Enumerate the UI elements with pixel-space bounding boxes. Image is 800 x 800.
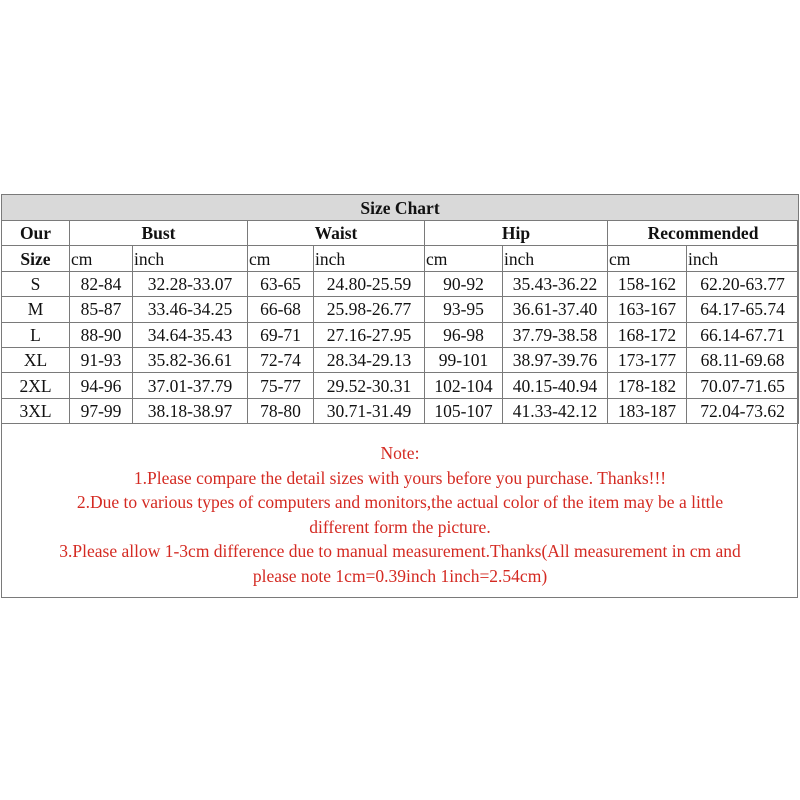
- table-cell: 99-101: [425, 347, 503, 372]
- table-cell: 102-104: [425, 373, 503, 398]
- table-row: [2, 322, 799, 347]
- notes-section: [0, 441, 800, 589]
- note-line: different form the picture.: [309, 516, 491, 537]
- table-cell: 28.34-29.13: [314, 347, 425, 372]
- size-header-bottom: Size: [2, 246, 70, 271]
- table-cell: 27.16-27.95: [314, 322, 425, 347]
- table-row: [2, 373, 799, 398]
- table-unit-header-row: [2, 246, 799, 271]
- table-title-row: [2, 195, 799, 221]
- table-row: [2, 271, 799, 296]
- table-cell: 91-93: [70, 347, 133, 372]
- table-cell: 88-90: [70, 322, 133, 347]
- table-row: [2, 297, 799, 322]
- table-cell: 85-87: [70, 297, 133, 322]
- table-cell: 183-187: [608, 398, 687, 423]
- size-label: L: [2, 322, 70, 347]
- table-cell: 70.07-71.65: [687, 373, 799, 398]
- unit-header: inch: [133, 246, 248, 271]
- table-cell: 72.04-73.62: [687, 398, 799, 423]
- table-title: Size Chart: [2, 195, 799, 221]
- note-line: please note 1cm=0.39inch 1inch=2.54cm): [252, 565, 548, 586]
- table-cell: 37.01-37.79: [133, 373, 248, 398]
- table-cell: 63-65: [248, 271, 314, 296]
- note-line: 1.Please compare the detail sizes with yours before you purchase. Thanks!!!: [133, 467, 667, 488]
- table-cell: 78-80: [248, 398, 314, 423]
- table-cell: 35.82-36.61: [133, 347, 248, 372]
- table-cell: 178-182: [608, 373, 687, 398]
- table-cell: 40.15-40.94: [503, 373, 608, 398]
- size-label: 3XL: [2, 398, 70, 423]
- size-header-top: Our: [2, 221, 70, 246]
- group-header-waist: Waist: [248, 221, 425, 246]
- table-cell: 24.80-25.59: [314, 271, 425, 296]
- table-cell: 96-98: [425, 322, 503, 347]
- table-cell: 68.11-69.68: [687, 347, 799, 372]
- table-cell: 25.98-26.77: [314, 297, 425, 322]
- table-cell: 38.18-38.97: [133, 398, 248, 423]
- size-label: S: [2, 271, 70, 296]
- table-cell: 30.71-31.49: [314, 398, 425, 423]
- group-header-hip: Hip: [425, 221, 608, 246]
- table-cell: 158-162: [608, 271, 687, 296]
- unit-header: cm: [248, 246, 314, 271]
- table-cell: 82-84: [70, 271, 133, 296]
- table-cell: 97-99: [70, 398, 133, 423]
- table-cell: 93-95: [425, 297, 503, 322]
- table-cell: 66.14-67.71: [687, 322, 799, 347]
- note-line: 2.Due to various types of computers and monitors,the actual color of the item may be a little: [76, 492, 724, 513]
- table-cell: 29.52-30.31: [314, 373, 425, 398]
- table-cell: 35.43-36.22: [503, 271, 608, 296]
- table-cell: 163-167: [608, 297, 687, 322]
- table-cell: 34.64-35.43: [133, 322, 248, 347]
- unit-header: cm: [425, 246, 503, 271]
- table-cell: 90-92: [425, 271, 503, 296]
- size-table: [1, 194, 799, 424]
- unit-header: inch: [314, 246, 425, 271]
- unit-header: cm: [608, 246, 687, 271]
- unit-header: inch: [687, 246, 799, 271]
- unit-header: inch: [503, 246, 608, 271]
- unit-header: cm: [70, 246, 133, 271]
- size-label: XL: [2, 347, 70, 372]
- note-heading: Note:: [380, 443, 420, 463]
- size-label: 2XL: [2, 373, 70, 398]
- table-cell: 36.61-37.40: [503, 297, 608, 322]
- size-label: M: [2, 297, 70, 322]
- table-cell: 32.28-33.07: [133, 271, 248, 296]
- table-cell: 72-74: [248, 347, 314, 372]
- table-cell: 62.20-63.77: [687, 271, 799, 296]
- group-header-recommended: Recommended: [608, 221, 799, 246]
- table-cell: 41.33-42.12: [503, 398, 608, 423]
- table-cell: 38.97-39.76: [503, 347, 608, 372]
- table-row: [2, 347, 799, 372]
- table-cell: 37.79-38.58: [503, 322, 608, 347]
- table-group-header-row: [2, 221, 799, 246]
- table-cell: 105-107: [425, 398, 503, 423]
- note-line: 3.Please allow 1-3cm difference due to manual measurement.Thanks(All measurement in cm and: [59, 541, 741, 562]
- table-cell: 66-68: [248, 297, 314, 322]
- table-cell: 33.46-34.25: [133, 297, 248, 322]
- table-cell: 69-71: [248, 322, 314, 347]
- table-cell: 75-77: [248, 373, 314, 398]
- table-cell: 94-96: [70, 373, 133, 398]
- table-cell: 168-172: [608, 322, 687, 347]
- table-cell: 173-177: [608, 347, 687, 372]
- table-row: [2, 398, 799, 423]
- group-header-bust: Bust: [70, 221, 248, 246]
- table-cell: 64.17-65.74: [687, 297, 799, 322]
